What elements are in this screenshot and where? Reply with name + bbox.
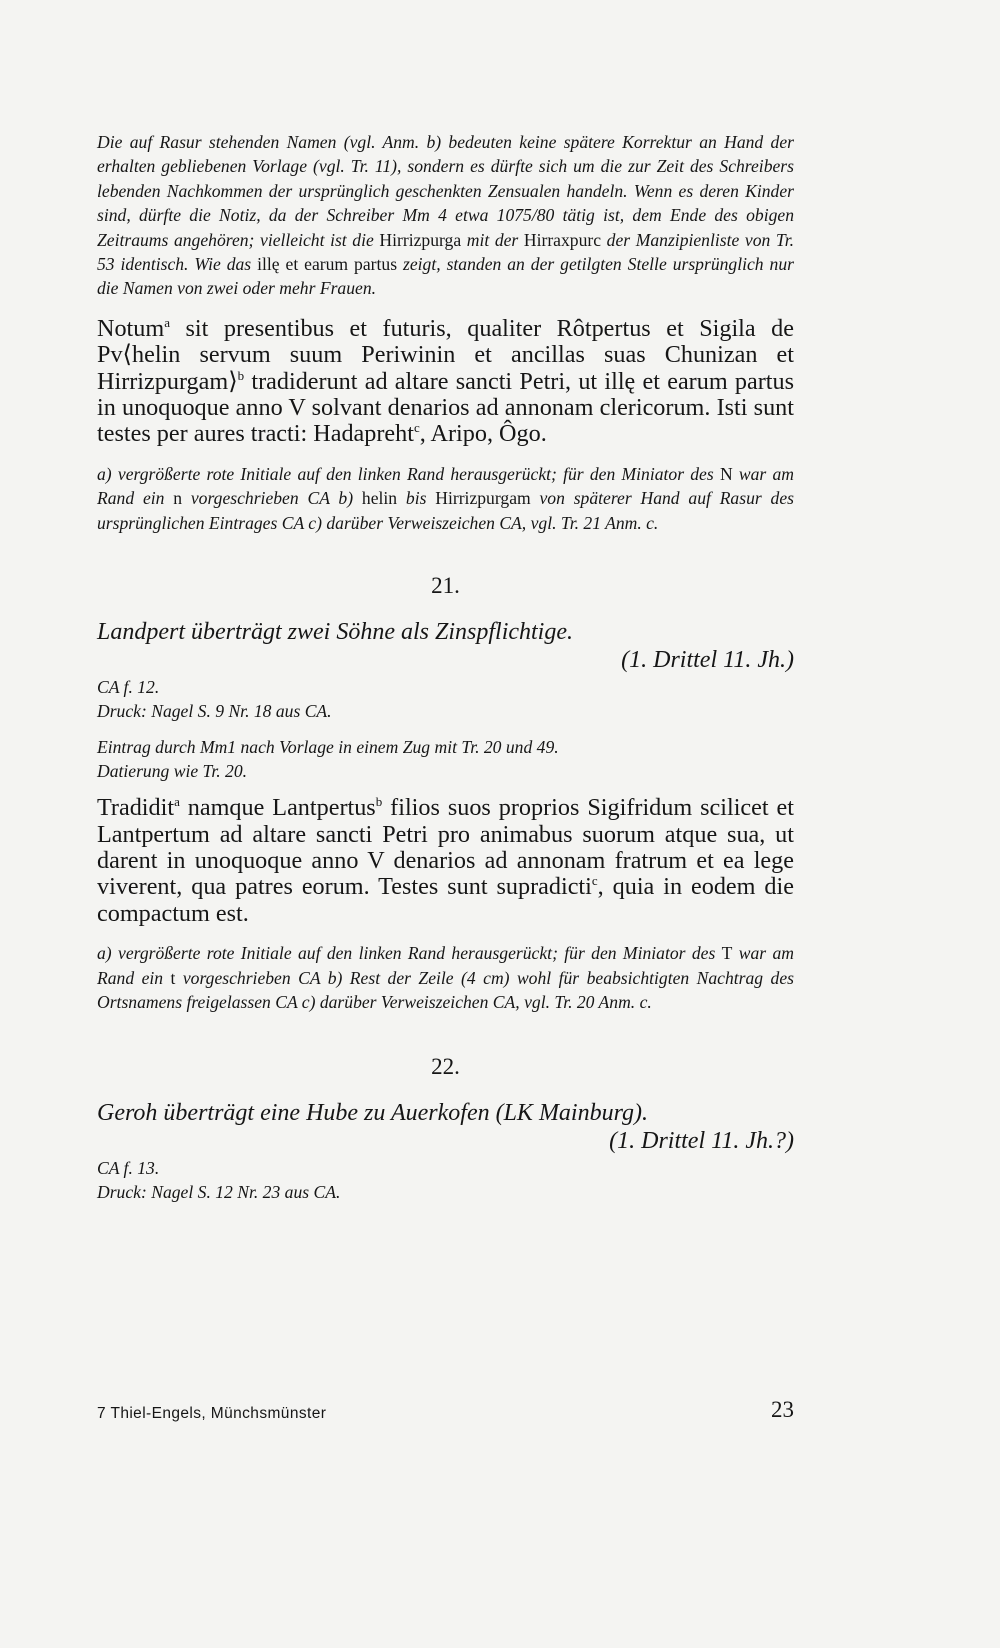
charter-text: , quia in eodem die compactum est. xyxy=(97,873,794,927)
page-content xyxy=(97,130,794,1204)
footnote-mark: a xyxy=(174,794,180,810)
charter-text: , Aripo, Ôgo. xyxy=(419,420,547,448)
entry-21-remark: Eintrag durch Mm1 nach Vorlage in einem Zug mit Tr. 20 und 49. xyxy=(97,737,559,758)
entry-21-dating: Datierung wie Tr. 20. xyxy=(97,761,248,782)
entry-21-number: 21. xyxy=(431,573,460,599)
note-name: Hirraxpurc xyxy=(523,229,602,250)
note-name: t xyxy=(170,967,176,988)
note-name: n xyxy=(173,488,183,509)
note-text: mit der xyxy=(461,229,524,250)
printer-signature: 7 Thiel-Engels, Münchsmünster xyxy=(97,1405,327,1422)
note-text: Die auf Rasur stehenden Namen (vgl. Anm. b) bedeuten keine spätere Korrektur an Hand der erhalten gebliebenen Vorlage (vgl. Tr. 11), sondern es dürfte sich um die zur Zeit des Schreibers lebenden Nachkommen der ursprünglich geschenkten Zensualen handeln. Wenn es deren Kinder sind, dürfte die Notiz, da der Schreiber Mm 4 etwa 1075/80 tätig ist, dem Ende des obigen Zeitraums angehören; vielleicht ist die xyxy=(97,132,794,250)
charter-21-text xyxy=(97,795,794,927)
note-text: bis xyxy=(397,488,436,509)
footnote-mark: c xyxy=(413,420,420,436)
entry-21-date: (1. Drittel 11. Jh.) xyxy=(621,647,794,674)
charter-text: tradiderunt ad altare sancti Petri, ut illę et earum partus in unoquoque anno V solvant denarios ad annonam clericorum. Isti sunt testes per aures tracti: Hadapreht xyxy=(97,367,794,448)
footnote-mark: b xyxy=(375,794,383,810)
entry-22-title: Geroh überträgt eine Hube zu Auerkofen (LK Mainburg). xyxy=(97,1100,649,1127)
note-name: N xyxy=(719,463,733,484)
charter-text: Notum xyxy=(97,314,165,342)
note-text: von späterer Hand auf Rasur des ursprünglichen Eintrages CA c) darüber Verweiszeichen CA, vgl. Tr. 21 Anm. c. xyxy=(97,488,794,533)
footnote-mark: a xyxy=(164,314,170,330)
note-text: war am Rand ein xyxy=(97,943,794,988)
note-text: zeigt, standen an der getilgten Stelle ursprünglich nur die Namen von zwei oder mehr Frauen. xyxy=(97,254,794,299)
footnote-mark: c xyxy=(591,873,598,889)
note-name: helin xyxy=(361,488,398,509)
entry-22-source: CA f. 13. xyxy=(97,1158,160,1179)
charter-20-text xyxy=(97,316,794,448)
note-name: Hirrizpurga xyxy=(379,229,462,250)
note-text: vorgeschrieben CA b) xyxy=(182,488,362,509)
note-text: war am Rand ein xyxy=(97,463,795,509)
note-text: vorgeschrieben CA b) Rest der Zeile (4 cm) wohl für beabsichtigten Nachtrag des Ortsnamens freigelassen CA c) darüber Verweiszeichen CA, vgl. Tr. 20 Anm. c. xyxy=(97,967,794,1012)
entry-22-number: 22. xyxy=(431,1054,460,1080)
charter-text: filios suos proprios Sigifridum scilicet et Lantpertum ad altare sancti Petri pro animabus suorum atque sua, ut darent in unoquoque anno V denarios ad annonam fratrum et ea lege viverent, qua patres eorum. Testes sunt supradicti xyxy=(97,794,794,901)
footnote-mark: b xyxy=(237,367,245,383)
charter-text: ⟨helin servum suum Periwinin et ancillas suas Chunizan et Hirrizpurgam⟩ xyxy=(97,341,794,395)
note-text: a) vergrößerte rote Initiale auf den linken Rand herausgerückt; für den Miniator des xyxy=(97,943,722,964)
charter-text: sit presentibus et futuris, qualiter Rôtpertus et Sigila de Pv xyxy=(97,314,794,369)
entry-21-title: Landpert überträgt zwei Söhne als Zinspflichtige. xyxy=(97,619,574,646)
charter-21-notes xyxy=(97,941,794,1014)
entry-22-date: (1. Drittel 11. Jh.?) xyxy=(609,1128,794,1155)
note-text: a) vergrößerte rote Initiale auf den linken Rand herausgerückt; für den Miniator des xyxy=(97,463,720,484)
entry-21-print: Druck: Nagel S. 9 Nr. 18 aus CA. xyxy=(97,701,332,722)
entry-22-print: Druck: Nagel S. 12 Nr. 23 aus CA. xyxy=(97,1182,341,1203)
intro-note xyxy=(97,130,794,301)
note-name: Hirrizpurgam xyxy=(435,488,531,509)
note-name: illę et earum partus xyxy=(257,254,398,275)
charter-text: Tradidit xyxy=(97,794,175,822)
charter-text: namque Lantpertus xyxy=(179,794,376,822)
page-number: 23 xyxy=(771,1397,794,1422)
note-name: T xyxy=(721,943,733,964)
charter-20-notes xyxy=(97,462,794,535)
note-text: der Manzipienliste von Tr. 53 identisch. Wie das xyxy=(97,229,795,275)
entry-21-source: CA f. 12. xyxy=(97,677,160,698)
